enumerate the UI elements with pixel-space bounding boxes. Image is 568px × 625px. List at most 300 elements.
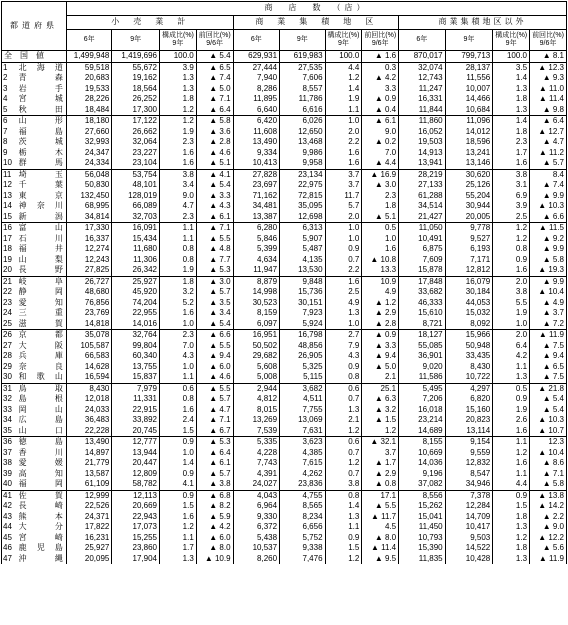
table-cell: 0.9 <box>325 533 362 544</box>
prefecture-number: 39 <box>2 469 17 480</box>
table-cell: ▲ 12.2 <box>530 533 567 544</box>
table-cell: 4.4 <box>325 62 362 73</box>
table-cell: 1.8 <box>493 94 530 105</box>
prefecture-number: 14 <box>2 201 17 212</box>
table-cell: 3.9 <box>159 62 196 73</box>
prefecture-number: 41 <box>2 490 17 501</box>
table-cell: 9,848 <box>280 276 325 287</box>
table-cell: ▲ 5.5 <box>196 234 233 245</box>
prefecture-name: 三重 <box>17 308 67 319</box>
table-cell: 8,721 <box>399 319 446 330</box>
table-body <box>2 51 567 565</box>
table-cell: 24,033 <box>66 405 111 416</box>
prefecture-number: 13 <box>2 191 17 202</box>
table-cell: ▲ 8.2 <box>196 501 233 512</box>
table-row <box>2 341 567 352</box>
table-cell: 8,557 <box>280 84 325 95</box>
table-cell: 11,247 <box>399 84 446 95</box>
table-cell: 26,905 <box>280 351 325 362</box>
table-cell: 16,337 <box>66 234 111 245</box>
table-cell: 58,782 <box>112 479 160 490</box>
table-cell: ▲ 5.4 <box>196 180 233 191</box>
table-cell: 15,262 <box>399 501 446 512</box>
table-cell: 2.4 <box>159 415 196 426</box>
table-cell: 12,243 <box>66 255 111 266</box>
table-cell: 26,662 <box>112 127 160 138</box>
table-cell: 25.1 <box>362 383 399 394</box>
table-cell: ▲ 9.4 <box>530 351 567 362</box>
header-year6: 6年 <box>66 30 111 51</box>
table-cell: ▲ 3.7 <box>530 308 567 319</box>
table-cell: 34,814 <box>66 212 111 223</box>
prefecture-name: 石川 <box>17 234 67 245</box>
table-cell: 15,736 <box>280 287 325 298</box>
table-cell: 1.5 <box>159 426 196 437</box>
table-cell: 13,490 <box>66 437 111 448</box>
table-cell: 16,091 <box>112 223 160 234</box>
table-cell: 22,975 <box>280 180 325 191</box>
table-row <box>2 372 567 383</box>
table-cell: ▲ 4.7 <box>196 405 233 416</box>
table-row <box>2 543 567 554</box>
table-cell: 3.8 <box>159 169 196 180</box>
table-cell: 13,387 <box>233 212 280 223</box>
table-cell: ▲ 5.4 <box>530 405 567 416</box>
table-cell: 9,196 <box>399 469 446 480</box>
table-cell: 11,680 <box>112 244 160 255</box>
table-cell: ▲ 0.4 <box>362 105 399 116</box>
table-cell: 4.7 <box>159 201 196 212</box>
table-cell: 16,018 <box>399 405 446 416</box>
prefecture-name: 栃木 <box>17 148 67 159</box>
table-cell: 6,097 <box>233 319 280 330</box>
table-cell: 1.2 <box>493 533 530 544</box>
table-cell: 76,856 <box>66 298 111 309</box>
table-cell: 1.2 <box>493 223 530 234</box>
prefecture-number: 38 <box>2 458 17 469</box>
table-cell: 5,115 <box>280 372 325 383</box>
table-row <box>2 522 567 533</box>
table-cell: 23,134 <box>280 169 325 180</box>
table-cell: ▲ 2.9 <box>362 308 399 319</box>
table-cell: 30,523 <box>233 298 280 309</box>
table-cell: ▲ 0.9 <box>362 330 399 341</box>
table-cell: ▲ 3.3 <box>362 341 399 352</box>
table-cell: 0.9 <box>159 469 196 480</box>
prefecture-name: 北海道 <box>17 62 67 73</box>
table-cell: ▲ 32.1 <box>362 437 399 448</box>
table-cell: 15,966 <box>445 330 493 341</box>
table-cell: ▲ 6.1 <box>196 458 233 469</box>
table-cell: 9,527 <box>445 234 493 245</box>
prefecture-name: 宮崎 <box>17 533 67 544</box>
table-cell: ▲ 10.9 <box>196 554 233 565</box>
table-cell: ▲ 4.8 <box>196 244 233 255</box>
table-cell: 48,680 <box>66 287 111 298</box>
table-cell: 20,745 <box>112 426 160 437</box>
table-cell: 1.2 <box>325 458 362 469</box>
table-cell: 13.3 <box>362 265 399 276</box>
prefecture-number: 35 <box>2 426 17 437</box>
table-cell: 4,297 <box>445 383 493 394</box>
table-cell: 7,631 <box>280 426 325 437</box>
table-cell: 14,522 <box>445 543 493 554</box>
table-cell: 14,036 <box>399 458 446 469</box>
table-cell: 8,015 <box>233 405 280 416</box>
table-cell: 4,511 <box>280 394 325 405</box>
table-cell: 2.7 <box>325 330 362 341</box>
table-cell: 1.5 <box>493 501 530 512</box>
table-cell: 28,219 <box>399 169 446 180</box>
table-cell: 59,518 <box>66 62 111 73</box>
table-cell: 21,779 <box>66 458 111 469</box>
table-cell: 1.6 <box>493 265 530 276</box>
table-cell: 25,927 <box>66 543 111 554</box>
table-cell: 4.3 <box>325 351 362 362</box>
table-cell: ▲ 5.1 <box>362 212 399 223</box>
table-row <box>2 490 567 501</box>
table-cell: 11,947 <box>233 265 280 276</box>
table-cell: 1.6 <box>493 458 530 469</box>
table-cell: 3.7 <box>325 180 362 191</box>
header-year6: 6年 <box>399 30 446 51</box>
header-share: 構成比(%) 9年 <box>159 30 196 51</box>
table-row <box>2 169 567 180</box>
table-cell: 1.8 <box>159 94 196 105</box>
table-cell: ▲ 4.1 <box>196 169 233 180</box>
table-cell: 13,587 <box>66 469 111 480</box>
table-cell: 18,484 <box>66 105 111 116</box>
table-cell: 8,286 <box>233 84 280 95</box>
table-cell: 33,682 <box>399 287 446 298</box>
table-cell: 132,450 <box>66 191 111 202</box>
national-total-row <box>2 51 567 63</box>
table-cell: 1.2 <box>493 448 530 459</box>
table-cell: 1.4 <box>159 458 196 469</box>
table-cell: 14,998 <box>233 287 280 298</box>
table-cell: 10,491 <box>399 234 446 245</box>
prefecture-number: 20 <box>2 265 17 276</box>
table-cell: 13,530 <box>280 265 325 276</box>
table-cell: 11,306 <box>112 255 160 266</box>
table-cell: ▲ 7.7 <box>196 255 233 266</box>
prefecture-name: 沖縄 <box>17 554 67 565</box>
table-cell: 26,252 <box>112 94 160 105</box>
table-cell: ▲ 8.6 <box>530 458 567 469</box>
table-cell: 36,483 <box>66 415 111 426</box>
prefecture-number: 12 <box>2 180 17 191</box>
table-cell: 12.3 <box>530 437 567 448</box>
table-cell: 13,944 <box>112 448 160 459</box>
table-cell: 5,907 <box>280 234 325 245</box>
prefecture-name: 千葉 <box>17 180 67 191</box>
prefecture-number: 33 <box>2 405 17 416</box>
table-cell: 1.0 <box>159 448 196 459</box>
table-cell: ▲ 8.0 <box>362 533 399 544</box>
table-cell: 1.3 <box>159 73 196 84</box>
table-cell: 2.3 <box>159 330 196 341</box>
table-cell: ▲ 7.5 <box>530 341 567 352</box>
table-cell: 1.2 <box>325 73 362 84</box>
table-cell: 9,334 <box>233 148 280 159</box>
table-cell: 1.0 <box>362 234 399 245</box>
table-cell: 17.1 <box>362 490 399 501</box>
table-cell: 1.6 <box>159 308 196 319</box>
table-cell: ▲ 11.7 <box>362 512 399 523</box>
table-cell: 16,052 <box>399 127 446 138</box>
table-cell: 0.3 <box>362 62 399 73</box>
table-cell: 5,924 <box>280 319 325 330</box>
table-cell: 8,565 <box>280 501 325 512</box>
table-cell: 1.0 <box>325 116 362 127</box>
table-cell: 27,444 <box>233 62 280 73</box>
table-cell: 7,615 <box>280 458 325 469</box>
table-cell: 3.3 <box>362 84 399 95</box>
table-cell: 7.9 <box>325 341 362 352</box>
table-cell: 18,564 <box>112 84 160 95</box>
table-cell: 2.2 <box>325 265 362 276</box>
table-cell: 6,616 <box>280 105 325 116</box>
table-cell: ▲ 5.7 <box>196 469 233 480</box>
table-cell: ▲ 6.1 <box>196 212 233 223</box>
table-cell: ▲ 7.1 <box>196 94 233 105</box>
table-row <box>2 116 567 127</box>
table-cell: 19,162 <box>112 73 160 84</box>
prefecture-name: 京都 <box>17 330 67 341</box>
table-cell: 0.7 <box>325 255 362 266</box>
table-cell: 0.9 <box>325 362 362 373</box>
table-cell: 4,135 <box>280 255 325 266</box>
table-cell: 9,559 <box>445 448 493 459</box>
table-cell: 20,005 <box>445 212 493 223</box>
table-cell: 55,672 <box>112 62 160 73</box>
table-cell: 12,777 <box>112 437 160 448</box>
table-cell: 11,608 <box>233 127 280 138</box>
table-cell: 3.1 <box>493 180 530 191</box>
table-cell: 1.9 <box>493 308 530 319</box>
prefecture-name: 岩手 <box>17 84 67 95</box>
table-row <box>2 319 567 330</box>
table-cell: ▲ 2.2 <box>530 512 567 523</box>
table-cell: 4.1 <box>159 479 196 490</box>
table-cell: 11,895 <box>233 94 280 105</box>
table-cell: 7,609 <box>399 255 446 266</box>
prefecture-name: 大分 <box>17 522 67 533</box>
table-cell: 7,923 <box>280 308 325 319</box>
table-cell: 1.2 <box>325 554 362 565</box>
table-cell: 50,830 <box>66 180 111 191</box>
table-cell: 10,413 <box>233 158 280 169</box>
table-cell: 15,255 <box>112 533 160 544</box>
table-row <box>2 426 567 437</box>
prefecture-name: 島根 <box>17 394 67 405</box>
table-cell: 2.6 <box>493 415 530 426</box>
table-cell: 0.8 <box>159 394 196 405</box>
table-cell: 1.7 <box>159 543 196 554</box>
prefecture-number: 31 <box>2 383 17 394</box>
table-cell: 13,468 <box>280 137 325 148</box>
prefecture-name: 山梨 <box>17 255 67 266</box>
table-cell: 24,027 <box>233 479 280 490</box>
table-cell: 17,122 <box>112 116 160 127</box>
table-cell: ▲ 5.8 <box>530 479 567 490</box>
prefecture-number: 46 <box>2 543 17 554</box>
table-cell: ▲ 2.8 <box>196 137 233 148</box>
table-cell: 3.5 <box>493 62 530 73</box>
table-cell: 0.7 <box>325 469 362 480</box>
table-cell: 9.0 <box>159 191 196 202</box>
table-cell: 16,798 <box>280 330 325 341</box>
table-cell: ▲ 11.5 <box>530 223 567 234</box>
table-cell: 17,330 <box>66 223 111 234</box>
table-row <box>2 191 567 202</box>
table-cell: 23,860 <box>112 543 160 554</box>
table-cell: 8,547 <box>445 469 493 480</box>
table-cell: 4,391 <box>233 469 280 480</box>
table-cell: ▲ 5.7 <box>196 287 233 298</box>
prefecture-name: 青森 <box>17 73 67 84</box>
table-cell: ▲ 10.8 <box>362 255 399 266</box>
table-cell: 22,955 <box>112 308 160 319</box>
table-cell: 0.9 <box>493 490 530 501</box>
table-cell: 0.9 <box>159 437 196 448</box>
prefecture-number: 30 <box>2 372 17 383</box>
table-cell: ▲ 5.6 <box>530 543 567 554</box>
table-cell: 5.2 <box>159 298 196 309</box>
table-cell: 22,943 <box>112 512 160 523</box>
table-cell: ▲ 6.4 <box>196 105 233 116</box>
table-cell: ▲ 9.5 <box>362 554 399 565</box>
table-cell: 1.6 <box>159 158 196 169</box>
table-cell: 9,330 <box>233 512 280 523</box>
table-cell: 799,713 <box>445 51 493 63</box>
table-cell: 56,048 <box>66 169 111 180</box>
prefecture-name: 山形 <box>17 116 67 127</box>
table-cell: ▲ 5.4 <box>530 394 567 405</box>
table-cell: 16,594 <box>66 372 111 383</box>
table-cell: 9,958 <box>280 158 325 169</box>
table-cell: ▲ 5.5 <box>196 341 233 352</box>
table-cell: 8,159 <box>233 308 280 319</box>
prefecture-name: 群馬 <box>17 158 67 169</box>
table-row <box>2 276 567 287</box>
table-cell: ▲ 5.5 <box>362 501 399 512</box>
table-cell: 30,151 <box>280 298 325 309</box>
table-cell: 74,204 <box>112 298 160 309</box>
table-cell: 15,390 <box>399 543 446 554</box>
table-cell: 3,682 <box>280 383 325 394</box>
table-cell: 14,897 <box>66 448 111 459</box>
table-cell: 48,856 <box>280 341 325 352</box>
table-cell: 13,146 <box>445 158 493 169</box>
table-cell: 2.0 <box>325 127 362 138</box>
prefecture-name: 鳥取 <box>17 383 67 394</box>
table-cell: 11.7 <box>325 191 362 202</box>
table-cell: ▲ 4.7 <box>530 137 567 148</box>
table-row <box>2 458 567 469</box>
table-row <box>2 73 567 84</box>
table-cell: 5,495 <box>399 383 446 394</box>
table-cell: 12,274 <box>66 244 111 255</box>
table-row <box>2 84 567 95</box>
table-cell: ▲ 4.9 <box>530 298 567 309</box>
table-row <box>2 94 567 105</box>
table-cell: 7,979 <box>112 383 160 394</box>
table-cell: ▲ 5.3 <box>196 437 233 448</box>
table-cell: 46,333 <box>399 298 446 309</box>
table-cell: 14,913 <box>399 148 446 159</box>
prefecture-number: 42 <box>2 501 17 512</box>
table-cell: 36,901 <box>399 351 446 362</box>
table-cell: 7,743 <box>233 458 280 469</box>
table-cell: 12,284 <box>445 501 493 512</box>
prefecture-number: 17 <box>2 234 17 245</box>
prefecture-name: 佐賀 <box>17 490 67 501</box>
table-cell: 3.2 <box>159 287 196 298</box>
table-cell: 1.6 <box>159 148 196 159</box>
table-cell: ▲ 11.2 <box>530 148 567 159</box>
header-change: 前回比(%) 9/6年 <box>196 30 233 51</box>
table-cell: 5.7 <box>325 201 362 212</box>
table-cell: ▲ 6.4 <box>530 116 567 127</box>
table-cell: 7.0 <box>159 341 196 352</box>
table-cell: 4,812 <box>233 394 280 405</box>
prefecture-name: 埼玉 <box>17 169 67 180</box>
header-year9: 9年 <box>280 30 325 51</box>
table-cell: 6,026 <box>280 116 325 127</box>
table-cell: 3.8 <box>493 169 530 180</box>
table-cell: 16,231 <box>66 533 111 544</box>
table-cell: ▲ 3.0 <box>196 276 233 287</box>
prefecture-name: 熊本 <box>17 512 67 523</box>
table-cell: ▲ 21.8 <box>530 383 567 394</box>
table-cell: 5,438 <box>233 533 280 544</box>
table-cell: 15,878 <box>399 265 446 276</box>
table-cell: 12,018 <box>66 394 111 405</box>
table-cell: 1.1 <box>493 362 530 373</box>
table-cell: 11,860 <box>399 116 446 127</box>
table-cell: ▲ 1.2 <box>362 298 399 309</box>
header-change: 前回比(%) 9/6年 <box>530 30 567 51</box>
table-cell: 1.0 <box>159 319 196 330</box>
prefecture-number: 4 <box>2 94 17 105</box>
table-cell: 33,892 <box>112 415 160 426</box>
table-cell: 3.4 <box>159 180 196 191</box>
table-cell: 12,832 <box>445 458 493 469</box>
table-cell: 14,628 <box>66 362 111 373</box>
table-cell: 1.6 <box>159 512 196 523</box>
table-cell: 1.3 <box>325 512 362 523</box>
table-cell: ▲ 1.5 <box>362 415 399 426</box>
table-cell: 14,818 <box>66 319 111 330</box>
prefecture-name: 静岡 <box>17 287 67 298</box>
table-cell: 34,481 <box>233 201 280 212</box>
table-row <box>2 201 567 212</box>
table-cell: 6,313 <box>280 223 325 234</box>
table-cell: 1.2 <box>159 116 196 127</box>
header-year9: 9年 <box>445 30 493 51</box>
header-prefecture: 都道府県 <box>2 2 67 51</box>
table-cell: 11,096 <box>445 116 493 127</box>
table-cell: 6.4 <box>493 341 530 352</box>
table-row <box>2 265 567 276</box>
table-cell: 1.6 <box>325 148 362 159</box>
table-cell: 50,502 <box>233 341 280 352</box>
table-cell: 30,620 <box>445 169 493 180</box>
prefecture-number: 9 <box>2 148 17 159</box>
prefecture-name: 愛媛 <box>17 458 67 469</box>
table-cell: 5,846 <box>233 234 280 245</box>
